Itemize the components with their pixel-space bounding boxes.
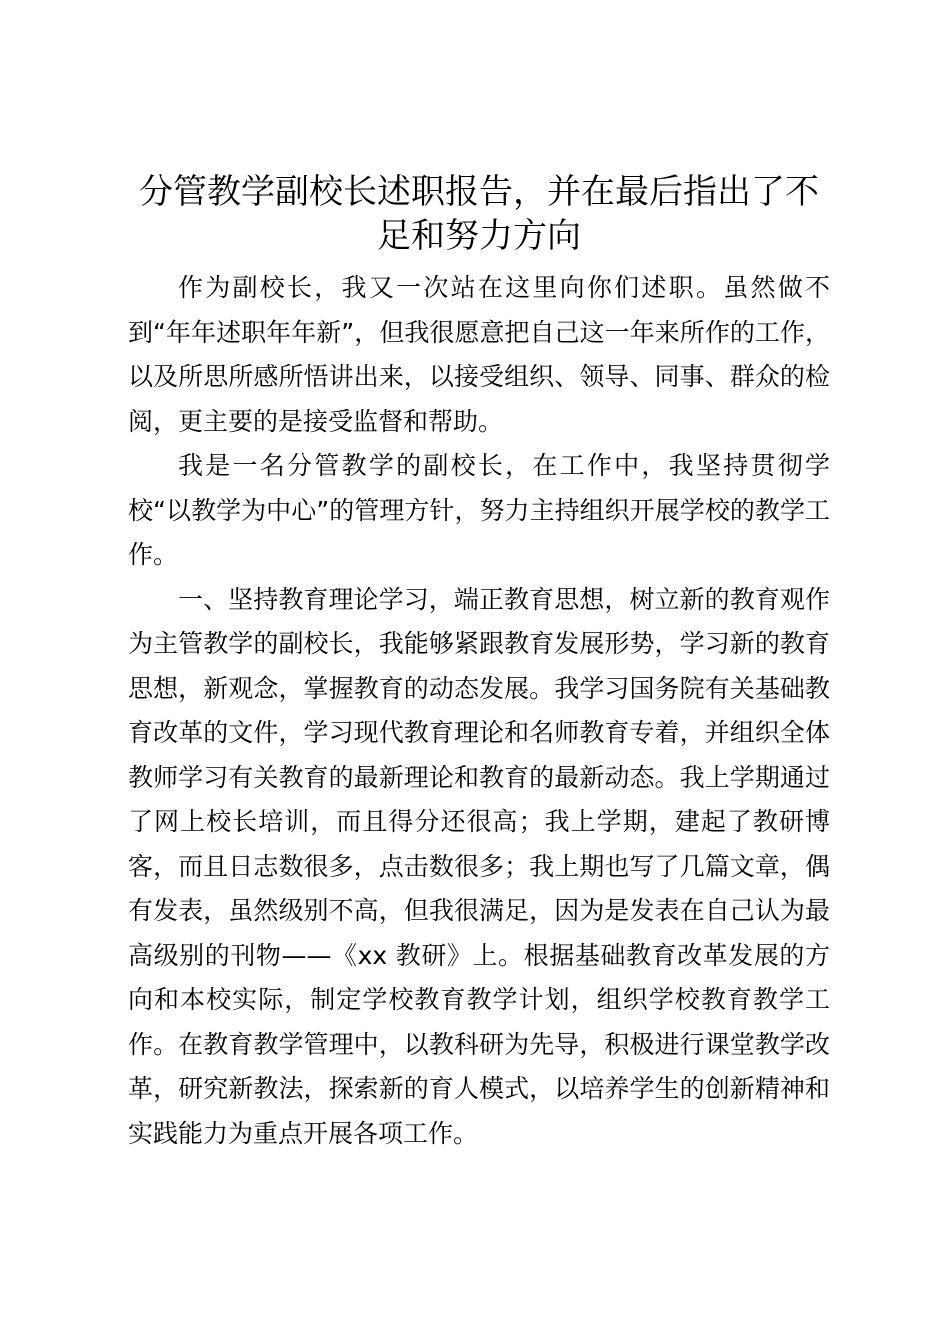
paragraph-intro: 作为副校长，我又一次站在这里向你们述职。虽然做不到“年年述职年年新”，但我很愿意把自己这一年来所作的工作，以及所思所感所悟讲出来，以接受组织、领导、同事、群众的检阅，更主要的是接受监督和帮助。 [128, 273, 830, 436]
document-title: 分管教学副校长述职报告，并在最后指出了不足和努力方向 [139, 172, 819, 256]
paragraph-role: 我是一名分管教学的副校长，在工作中，我坚持贯彻学校“以教学为中心”的管理方针，努力主持组织开展学校的教学工作。 [128, 451, 830, 569]
document-body [128, 170, 830, 1156]
paragraph-section-one: 一、坚持教育理论学习，端正教育思想，树立新的教育观作为主管教学的副校长，我能够紧跟教育发展形势，学习新的教育思想，新观念，掌握教育的动态发展。我学习国务院有关基础教育改革的文件，学习现代教育理论和名师教育专着，并组织全体教师学习有关教育的最新理论和教育的最新动态。我上学期通过了网上校长培训，而且得分还很高；我上学期，建起了教研博客，而且日志数很多，点击数很多；我上期也写了几篇文章，偶有发表，虽然级别不高，但我很满足，因为是发表在自己认为最高级别的刊物——《xx 教研》上。根据基础教育改革发展的方向和本校实际，制定学校教育教学计划，组织学校教育教学工作。在教育教学管理中，以教科研为先导，积极进行课堂教学改革，研究新教法，探索新的育人模式，以培养学生的创新精神和实践能力为重点开展各项工作。 [128, 584, 830, 1148]
